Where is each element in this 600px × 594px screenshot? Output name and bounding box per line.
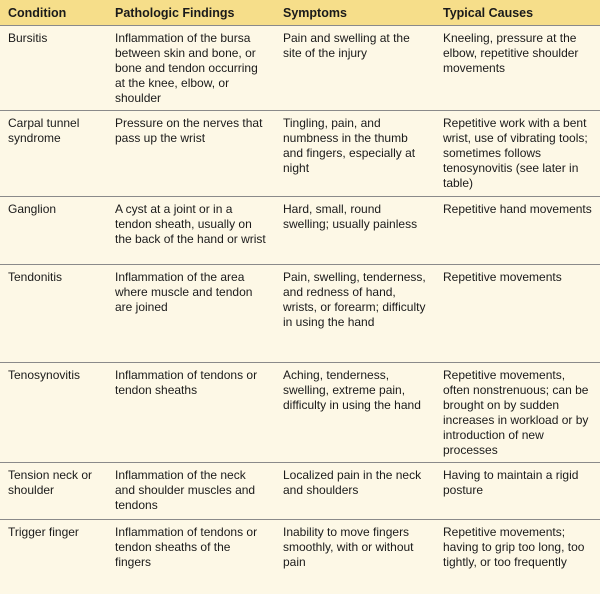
cell-findings: Inflammation of tendons or tendon sheaths	[107, 363, 275, 463]
cell-causes: Repetitive movements; having to grip too long, too tightly, or too frequently	[443, 525, 585, 569]
cell-findings: Pressure on the nerves that pass up the wrist	[107, 111, 275, 197]
table-row	[0, 520, 600, 594]
cell-condition: Ganglion	[0, 197, 107, 265]
cell-symptoms: Aching, tenderness, swelling, extreme pain, difficulty in using the hand	[275, 363, 435, 463]
cell-causes: Repetitive hand movements	[435, 197, 600, 265]
cell-findings: Inflammation of the area where muscle and tendon are joined	[107, 265, 275, 363]
cell-causes: Repetitive work with a bent wrist, use of vibrating tools; sometimes follows tenosynovitis (see later in table)	[435, 111, 600, 197]
table-row	[0, 363, 600, 463]
cell-condition: Tension neck or shoulder	[0, 463, 107, 520]
cell-condition: Tendonitis	[0, 265, 107, 363]
cell-findings: Inflammation of tendons or tendon sheaths of the fingers	[115, 525, 258, 569]
cell-findings: Inflammation of the bursa between skin and bone, or bone and tendon occurring at the knee, elbow, or shoulder	[107, 26, 275, 111]
cell-condition: Bursitis	[0, 26, 107, 111]
cell-causes: Repetitive movements, often nonstrenuous; can be brought on by sudden increases in workload or by introduction of new processes	[435, 363, 600, 463]
cell-causes: Having to maintain a rigid posture	[435, 463, 600, 520]
table-row	[0, 26, 600, 111]
header-row	[0, 0, 600, 26]
header-condition: Condition	[0, 0, 107, 26]
cell-findings: Inflammation of the neck and shoulder muscles and tendons	[107, 463, 275, 520]
cell-causes: Kneeling, pressure at the elbow, repetitive shoulder movements	[435, 26, 600, 111]
cell-condition: Tenosynovitis	[0, 363, 107, 463]
table-row	[0, 463, 600, 520]
header-typical-causes: Typical Causes	[435, 0, 600, 26]
cell-causes: Repetitive movements	[435, 265, 600, 363]
cell-symptoms: Pain and swelling at the site of the injury	[275, 26, 435, 111]
cell-condition: Trigger finger	[8, 525, 79, 539]
header-symptoms: Symptoms	[275, 0, 435, 26]
table-row	[0, 111, 600, 197]
cell-symptoms: Tingling, pain, and numbness in the thumb and fingers, especially at night	[275, 111, 435, 197]
cell-symptoms: Inability to move fingers smoothly, with or without pain	[283, 525, 414, 569]
table-row	[0, 197, 600, 265]
header-pathologic-findings: Pathologic Findings	[107, 0, 275, 26]
cell-symptoms: Hard, small, round swelling; usually painless	[275, 197, 435, 265]
cell-condition: Carpal tunnel syndrome	[0, 111, 107, 197]
cell-symptoms: Pain, swelling, tenderness, and redness of hand, wrists, or forearm; difficulty in using the hand	[275, 265, 435, 363]
cell-findings: A cyst at a joint or in a tendon sheath, usually on the back of the hand or wrist	[107, 197, 275, 265]
cell-symptoms: Localized pain in the neck and shoulders	[275, 463, 435, 520]
table-row	[0, 265, 600, 363]
